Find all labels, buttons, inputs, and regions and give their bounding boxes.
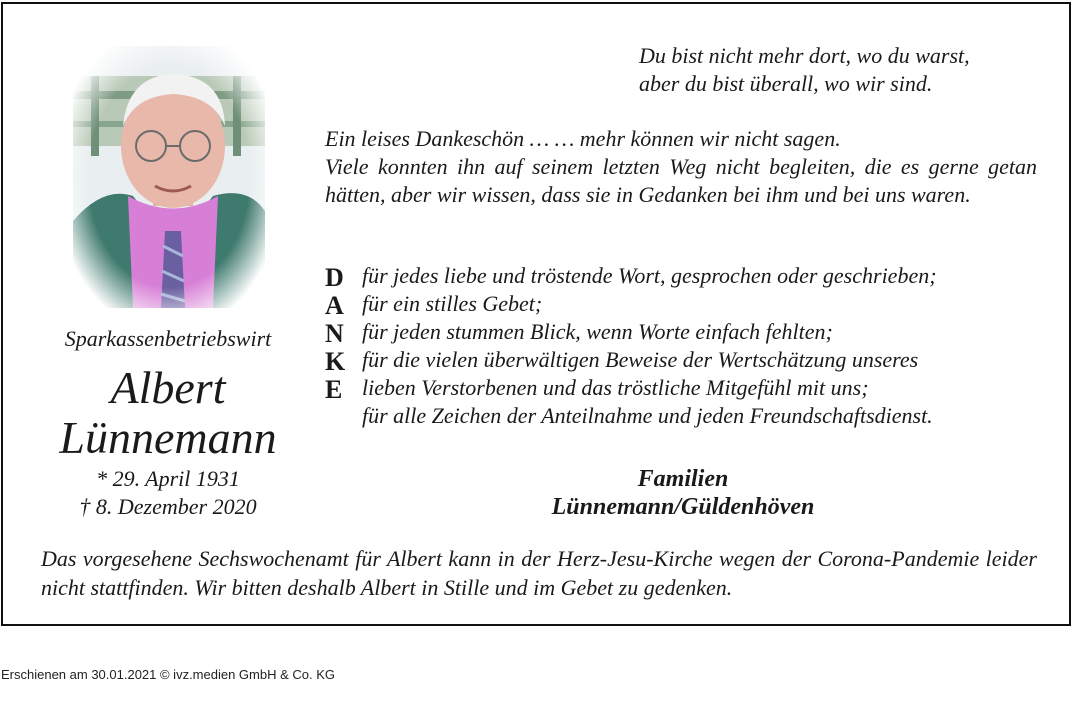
danke-row — [325, 318, 1037, 346]
obituary-card — [1, 2, 1071, 626]
portrait-photo — [73, 46, 265, 308]
danke-letter: D — [325, 263, 344, 292]
danke-text: für die vielen überwältigen Beweise der Wertschätzung unseres — [362, 347, 919, 372]
publication-footer: Erschienen am 30.01.2021 © ivz.medien GmbH & Co. KG — [1, 667, 336, 682]
profession: Sparkassenbetriebswirt — [64, 326, 272, 351]
danke-row — [325, 402, 1037, 430]
service-notice: Das vorgesehene Sechswochenamt für Albert kann in der Herz-Jesu-Kirche wegen der Corona-Pandemie leider nicht stattfinden. Wir bitten deshalb Albert in Stille und im Gebet zu gedenken. — [41, 546, 1037, 600]
death-date: † 8. Dezember 2020 — [79, 494, 257, 519]
danke-letter: A — [325, 291, 344, 320]
thanks-intro: Ein leises Dankeschön … … mehr können wir nicht sagen. — [325, 126, 841, 151]
first-name: Albert — [110, 362, 226, 413]
danke-row — [325, 262, 1037, 290]
signature-line: Lünnemann/Güldenhöven — [551, 494, 815, 520]
danke-text: lieben Verstorbenen und das tröstliche Mitgefühl mit uns; — [362, 375, 869, 400]
birth-date: * 29. April 1931 — [96, 466, 240, 491]
danke-row — [325, 374, 1037, 402]
signature-line: Familien — [637, 466, 729, 492]
thanks-text — [325, 125, 1037, 209]
danke-text: für jedes liebe und tröstende Wort, gesprochen oder geschrieben; — [362, 263, 937, 288]
motto-quote — [639, 42, 970, 98]
danke-text: für jeden stummen Blick, wenn Worte einfach fehlten; — [362, 319, 833, 344]
danke-row — [325, 290, 1037, 318]
motto-line: Du bist nicht mehr dort, wo du warst, — [639, 43, 970, 68]
thanks-paragraph: Viele konnten ihn auf seinem letzten Weg nicht begleiten, die es gerne getan hätten, aber wir wissen, dass sie in Gedanken bei ihm und bei uns waren. — [325, 154, 1037, 207]
danke-letter: N — [325, 319, 344, 348]
danke-text: für ein stilles Gebet; — [362, 291, 543, 316]
motto-line: aber du bist überall, wo wir sind. — [639, 71, 933, 96]
last-name: Lünnemann — [59, 412, 277, 463]
danke-letter: E — [325, 375, 343, 404]
family-signature — [443, 465, 923, 521]
danke-list — [325, 262, 1037, 430]
danke-letter: K — [325, 347, 346, 376]
danke-row — [325, 346, 1037, 374]
danke-text: für alle Zeichen der Anteilnahme und jeden Freundschaftsdienst. — [362, 403, 933, 428]
